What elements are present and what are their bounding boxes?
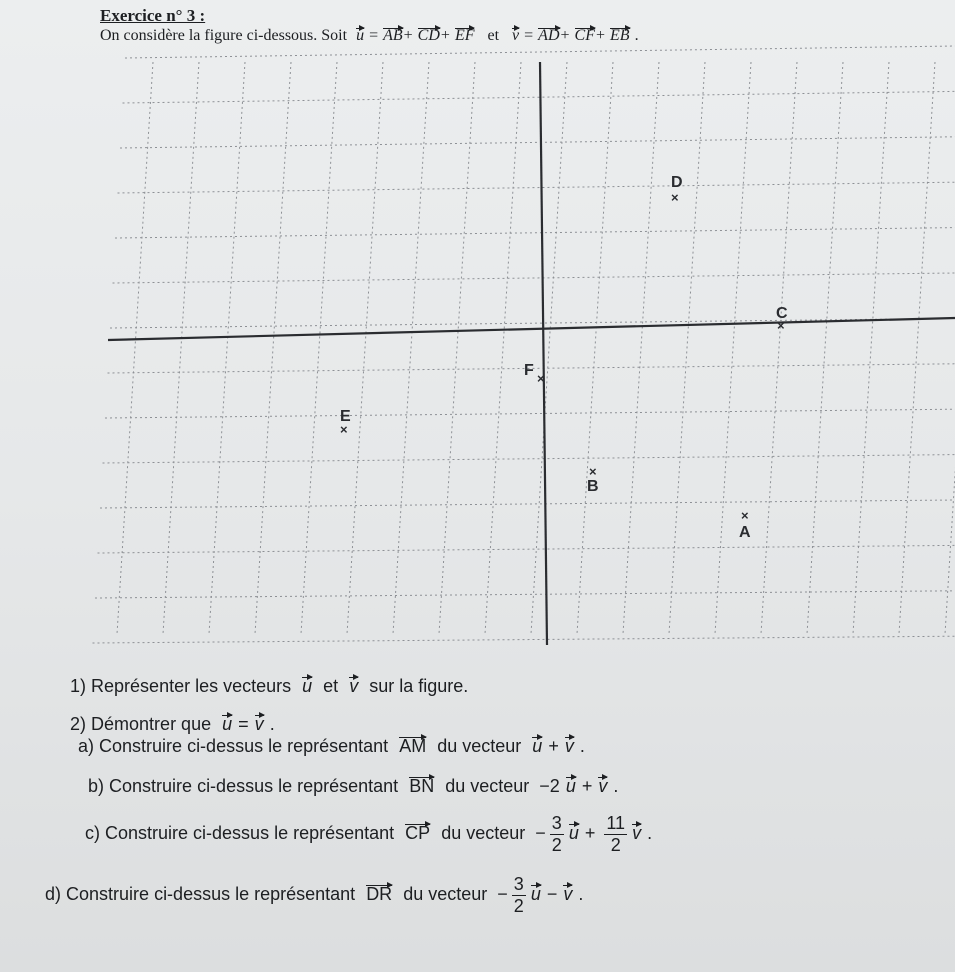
horizontal-axis [108,318,955,340]
grid-line-horizontal [110,318,955,328]
point-b-label: B [587,478,599,495]
vector-v: v [512,27,520,44]
fraction-3-2: $\frac{3}{2}$ [551,813,562,855]
grid-line-horizontal [103,455,955,463]
vector-u: u [356,27,365,44]
point-d-label: D [671,174,683,191]
grid-line-vertical [255,62,291,634]
grid-vertical-lines [117,62,955,634]
point-e [340,408,351,437]
point-b-marker: × [589,464,597,479]
point-c [776,305,788,333]
point-d [671,174,683,205]
point-a [739,508,751,541]
point-d-marker: × [671,190,679,205]
grid-line-vertical [347,62,383,634]
grid-line-horizontal [120,137,955,148]
grid-line-vertical [899,62,935,634]
grid-line-horizontal [95,591,955,598]
grid-line-horizontal [93,636,955,643]
grid-line-vertical [807,62,843,634]
grid-line-vertical [853,62,889,634]
point-e-marker: × [340,422,348,437]
vector-ab: AB [383,27,403,44]
grid-line-horizontal [115,228,955,238]
intro-statement: On considère la figure ci-dessous. Soit u = AB+ CD+ EF et v = AD+ CF+ EB . [100,27,639,44]
vector-cd: CD [417,27,440,44]
grid-line-horizontal [100,500,955,508]
grid-line-horizontal [105,409,955,418]
grid-line-horizontal [118,182,955,193]
point-a-marker: × [741,508,749,523]
grid-line-vertical [163,62,199,634]
point-f-label: F [524,362,534,379]
grid-line-vertical [485,62,521,634]
point-f-marker: × [537,371,545,386]
question-2a: a) Construire ci-dessus le représentant AM du vecteur u + v . [78,736,585,756]
grid-line-vertical [531,62,567,634]
point-c-label: C [776,305,788,322]
question-2d: d) Construire ci-dessus le représentant DR du vecteur − $\frac{3}{2}$ u − v . [45,874,584,916]
fraction-3-2: $\frac{3}{2}$ [513,874,524,916]
point-f [524,362,545,386]
point-c-marker: × [777,318,785,333]
question-2c: c) Construire ci-dessus le représentant CP du vecteur − $\frac{3}{2}$ u + $\frac{11}{2}$ v . [85,813,653,855]
point-b [587,464,599,495]
point-a-label: A [739,524,751,541]
point-e-label: E [340,408,351,425]
question-1: 1) Représenter les vecteurs u et v sur la figure. [70,676,469,696]
vector-ad: AD [538,27,560,44]
grid-line-vertical [209,62,245,634]
vector-ef: EF [454,27,475,44]
vector-eb: EB [610,27,630,44]
grid-horizontal-lines [93,46,955,643]
question-2b: b) Construire ci-dessus le représentant BN du vecteur −2 u + v . [88,776,619,796]
grid-line-vertical [301,62,337,634]
exercise-title: Exercice n° 3 : [100,6,206,25]
grid-line-vertical [393,62,429,634]
grid-line-horizontal [113,273,955,283]
vector-cf: CF [574,27,595,44]
grid-line-vertical [945,62,955,634]
grid-line-horizontal [125,46,955,58]
grid-line-horizontal [98,545,955,553]
grid-line-vertical [761,62,797,634]
grid-line-vertical [439,62,475,634]
grid-line-vertical [715,62,751,634]
fraction-11-2: $\frac{11}{2}$ [606,813,626,855]
vertical-axis [540,62,547,645]
grid-line-horizontal [123,91,955,103]
question-2: 2) Démontrer que u = v . [70,714,275,734]
